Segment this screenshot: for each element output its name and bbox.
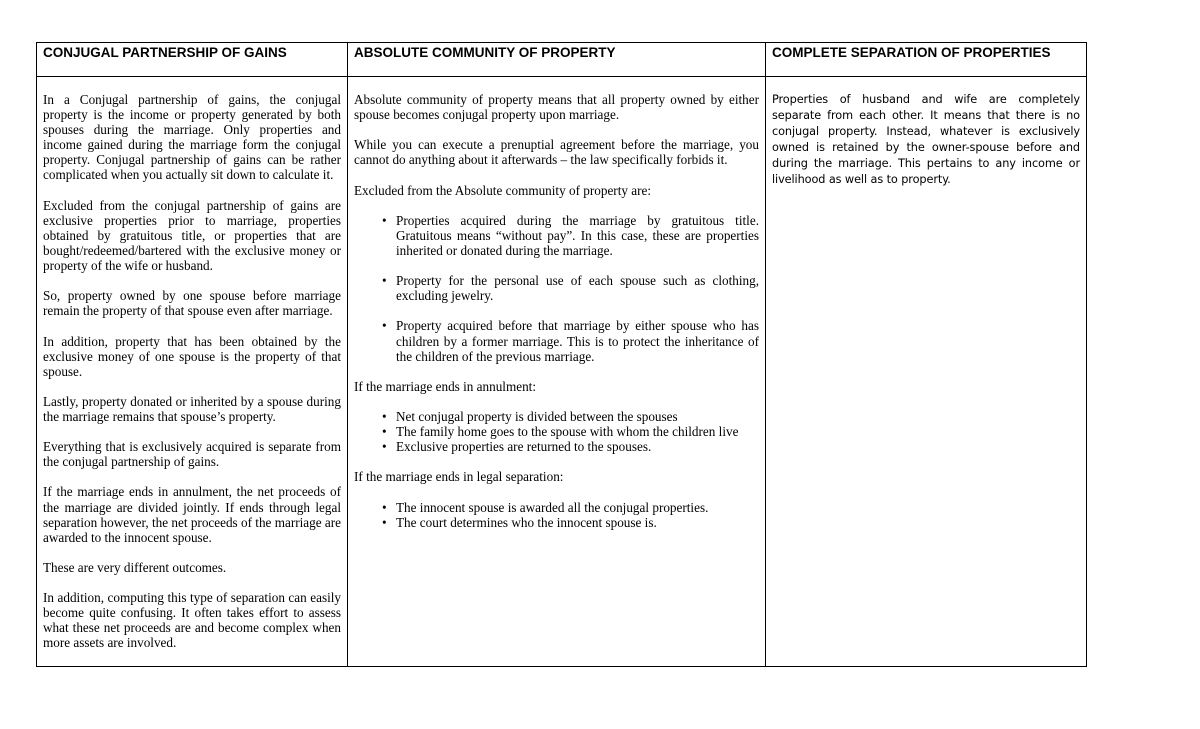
annulment-item: • The family home goes to the spouse with whom the children live <box>396 424 759 439</box>
comparison-table <box>36 42 1087 667</box>
separation-item: • The innocent spouse is awarded all the conjugal properties. <box>396 500 759 515</box>
separation-cell <box>766 77 1087 667</box>
conjugal-paragraph: So, property owned by one spouse before marriage remain the property of that spouse even after marriage. <box>43 288 341 319</box>
body-row <box>37 77 1087 667</box>
absolute-content <box>348 77 765 530</box>
conjugal-paragraph: These are very different outcomes. <box>43 559 227 575</box>
absolute-prenup: While you can execute a prenuptial agreement before the marriage, you cannot do anything about it afterwards – the law specifically forbids it. <box>354 137 759 168</box>
header-conjugal-partnership: CONJUGAL PARTNERSHIP OF GAINS <box>43 45 287 60</box>
conjugal-paragraph: In addition, computing this type of separation can easily become quite confusing. It often takes effort to assess what these net proceeds are and become complex when more assets are involved. <box>43 590 341 651</box>
header-cell-separation <box>766 43 1087 77</box>
excluded-item: • Property for the personal use of each spouse such as clothing, excluding jewelry. <box>396 273 759 303</box>
header-cell-conjugal <box>37 43 348 77</box>
excluded-item: • Property acquired before that marriage by either spouse who has children by a former marriage. This is to protect the inheritance of the children of the previous marriage. <box>396 318 759 363</box>
annulment-list <box>354 409 759 454</box>
conjugal-paragraph: Excluded from the conjugal partnership of gains are exclusive properties prior to marriage, properties obtained by gratuitous title, or properties that are bought/redeemed/bartered with the exclusive money or property of the wife or husband. <box>43 197 341 274</box>
absolute-cell <box>348 77 766 667</box>
conjugal-paragraph: Everything that is exclusively acquired is separate from the conjugal partnership of gains. <box>43 439 341 470</box>
excluded-list <box>354 213 759 364</box>
header-cell-absolute <box>348 43 766 77</box>
conjugal-cell <box>37 77 348 667</box>
absolute-intro: Absolute community of property means that all property owned by either spouse becomes conjugal property upon marriage. <box>354 92 759 123</box>
conjugal-content <box>37 77 347 650</box>
annulment-item: • Net conjugal property is divided between the spouses <box>396 409 759 424</box>
separation-content <box>766 77 1086 188</box>
conjugal-paragraph: If the marriage ends in annulment, the net proceeds of the marriage are divided jointly. If ends through legal separation however, the net proceeds of the marriage are awarded to the innocent spouse. <box>43 484 341 545</box>
excluded-item: • Properties acquired during the marriage by gratuitous title. Gratuitous means “without pay”. In this case, these are properties inherited or donated during the marriage. <box>396 213 759 258</box>
annulment-item: • Exclusive properties are returned to the spouses. <box>396 439 759 454</box>
separation-heading: If the marriage ends in legal separation: <box>354 469 564 485</box>
header-row <box>37 43 1087 77</box>
separation-list <box>354 500 759 530</box>
conjugal-paragraph: In a Conjugal partnership of gains, the conjugal property is the income or property generated by both spouses during the marriage. Only properties and income gained during the marriage form the conjugal property. Conjugal partnership of gains can be rather complicated when you actually sit down to calculate it. <box>43 92 341 183</box>
separation-item: • The court determines who the innocent spouse is. <box>396 515 759 530</box>
absolute-excluded-heading: Excluded from the Absolute community of property are: <box>354 182 652 198</box>
annulment-heading: If the marriage ends in annulment: <box>354 378 536 394</box>
separation-paragraph: Properties of husband and wife are completely separate from each other. It means that there is no conjugal property. Instead, whatever is exclusively owned is retained by the owner-spouse before and during the marriage. This pertains to any income or livelihood as well as to property. <box>772 93 1080 186</box>
header-complete-separation: COMPLETE SEPARATION OF PROPERTIES <box>772 45 1051 60</box>
conjugal-paragraph: Lastly, property donated or inherited by a spouse during the marriage remains that spouse’s property. <box>43 393 341 424</box>
header-absolute-community: ABSOLUTE COMMUNITY OF PROPERTY <box>354 45 616 60</box>
conjugal-paragraph: In addition, property that has been obtained by the exclusive money of one spouse is the property of that spouse. <box>43 333 341 379</box>
